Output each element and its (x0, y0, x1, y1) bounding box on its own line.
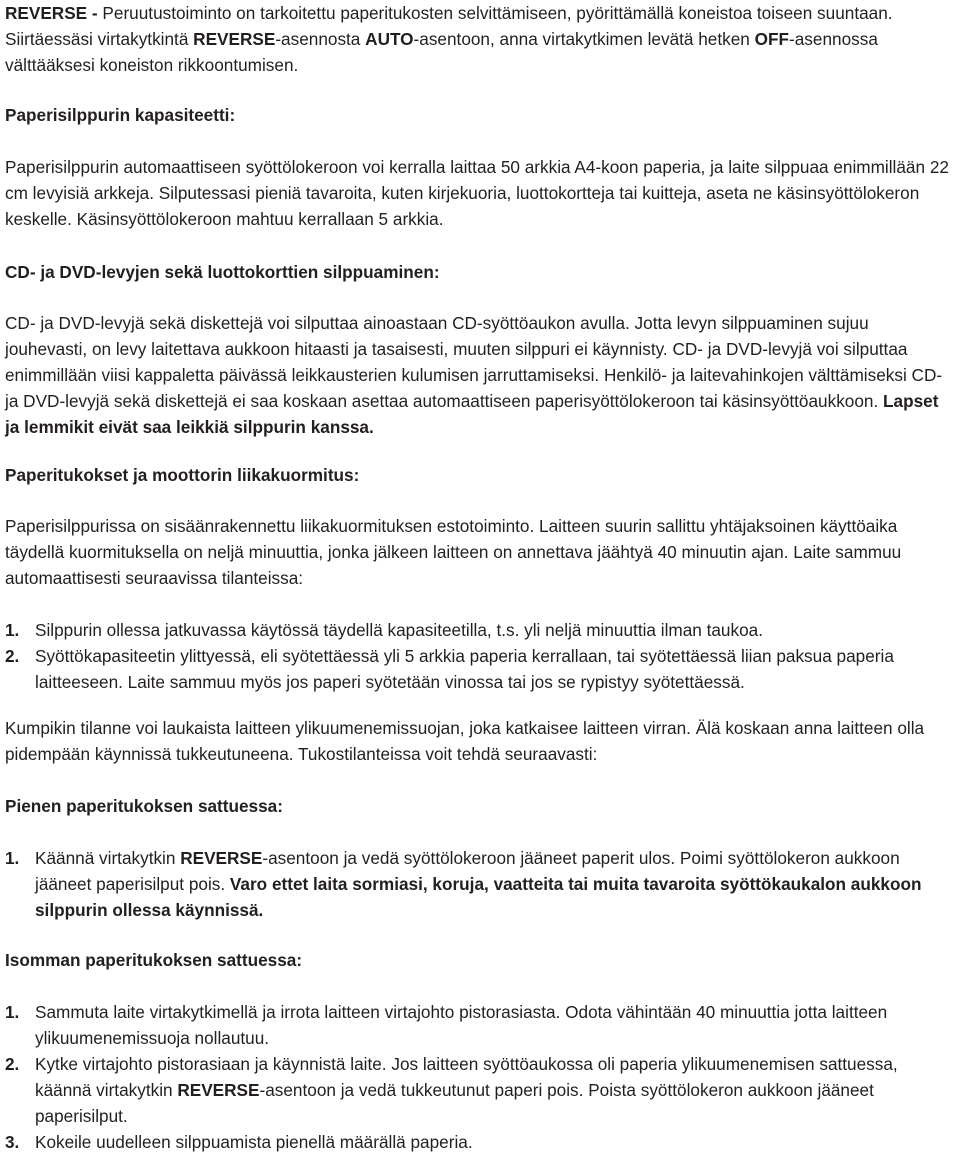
capacity-paragraph: Paperisilppurin automaattiseen syöttölokeroon voi kerralla laittaa 50 arkkia A4-koon paperia, ja laite silppuaa enimmillään 22 cm levyisiä arkkeja. Silputessasi pieniä tavaroita, kuten kirjekuoria, luottokortteja tai kuitteja, aseta ne käsinsyöttölokeron keskelle. Käsinsyöttölokeroon mahtuu kerrallaan 5 arkkia. (5, 157, 949, 229)
list-item (5, 617, 951, 643)
overload-paragraph: Paperisilppurissa on sisäänrakennettu liikakuormituksen estotoiminto. Laitteen suurin sallittu yhtäjaksoinen käyttöaika täydellä kuormituksella on neljä minuuttia, jonka jälkeen laitteen on annettava jäähtyä 40 minuutin ajan. Laite sammuu automaattisesti seuraavissa tilanteissa: (5, 516, 902, 588)
overload-heading: Paperitukokset ja moottorin liikakuormitus: (5, 465, 360, 485)
list-item (5, 643, 951, 695)
list-number: 1. (5, 620, 20, 640)
list-item (5, 1051, 951, 1129)
cd-paragraph (5, 310, 951, 440)
list-number: 3. (5, 1132, 20, 1152)
off-mode: OFF (754, 29, 790, 49)
large-text-2: -asentoon ja vedä tukkeutunut paperi pois. Poista syöttölokeron aukkoon jääneet paperisilput. (35, 1080, 874, 1126)
cd-text: CD- ja DVD-levyjä sekä diskettejä voi silputtaa ainoastaan CD-syöttöaukon avulla. Jotta levyn silppuaminen sujuu jouhevasti, on levy laitettava aukkoon hitaasti ja tasaisesti, muuten silppuri ei käynnisty. CD- ja DVD-levyjä voi silputtaa enimmillään viisi kappaletta päivässä leikkausterien kulumisen jarruttamiseksi. Henkilö- ja laitevahinkojen välttämiseksi CD- ja DVD-levyjä sekä diskettejä ei saa koskaan asettaa automaattiseen paperisyöttölokeroon tai käsinsyöttöaukkoon. (5, 313, 943, 411)
large-jam-list (5, 999, 951, 1155)
auto-mode: AUTO (365, 29, 414, 49)
cd-warning: Lapset ja lemmikit eivät saa leikkiä silppurin kanssa. (5, 391, 939, 437)
reverse-text: Peruutustoiminto on tarkoitettu paperitukosten selvittämiseen, pyörittämällä koneistoa toiseen suuntaan. Siirtäessäsi virtakytkintä (5, 3, 893, 49)
list-item (5, 1129, 951, 1155)
overload-list (5, 617, 951, 695)
small-text-2: -asentoon ja vedä syöttölokeroon jääneet paperit ulos. Poimi syöttölokeron aukkoon jääneet paperisilput pois. (35, 848, 900, 894)
small-jam-heading: Pienen paperitukoksen sattuessa: (5, 796, 283, 816)
reverse-mode: REVERSE (180, 848, 263, 868)
large-text-1: Kytke virtajohto pistorasiaan ja käynnistä laite. Jos laitteen syöttöaukossa oli paperia ylikuumenemisen sattuessa, käännä virtakytkin (35, 1054, 898, 1100)
list-number: 2. (5, 646, 20, 666)
list-text (35, 845, 951, 923)
list-item (5, 845, 951, 923)
reverse-label: REVERSE - (5, 3, 98, 23)
small-warning: Varo ettet laita sormiasi, koruja, vaatteita tai muita tavaroita syöttökaukalon aukkoon silppurin ollessa käynnissä. (35, 874, 922, 920)
small-jam-list (5, 845, 951, 923)
overload-after-paragraph: Kumpikin tilanne voi laukaista laitteen ylikuumenemissuojan, joka katkaisee laitteen virran. Älä koskaan anna laitteen olla pidempään käynnissä tukkeutuneena. Tukostilanteissa voit tehdä seuraavasti: (5, 718, 925, 764)
list-text: Sammuta laite virtakytkimellä ja irrota laitteen virtajohto pistorasiasta. Odota vähintään 40 minuuttia jotta laitteen ylikuumenemissuoja nollautuu. (35, 1002, 888, 1048)
list-text: Silppurin ollessa jatkuvassa käytössä täydellä kapasiteetilla, t.s. yli neljä minuuttia ilman taukoa. (35, 620, 763, 640)
reverse-text-3: -asentoon, anna virtakytkimen levätä hetken (413, 29, 755, 49)
list-text: Kokeile uudelleen silppuamista pienellä määrällä paperia. (35, 1132, 473, 1152)
list-item (5, 999, 951, 1051)
reverse-mode: REVERSE (177, 1080, 260, 1100)
reverse-paragraph (5, 0, 951, 78)
large-jam-heading: Isomman paperitukoksen sattuessa: (5, 950, 303, 970)
reverse-text-4: -asennossa välttääksesi koneiston rikkoontumisen. (5, 29, 878, 75)
cd-heading: CD- ja DVD-levyjen sekä luottokorttien silppuaminen: (5, 262, 440, 282)
reverse-text-2: -asennosta (275, 29, 366, 49)
small-text-1: Käännä virtakytkin (35, 848, 181, 868)
list-text: Syöttökapasiteetin ylittyessä, eli syötettäessä yli 5 arkkia paperia kerrallaan, tai syötettäessä liian paksua paperia laitteeseen. Laite sammuu myös jos paperi syötetään vinossa tai jos se rypistyy syötettäessä. (35, 646, 894, 692)
list-number: 1. (5, 848, 20, 868)
capacity-heading: Paperisilppurin kapasiteetti: (5, 105, 236, 125)
list-number: 2. (5, 1054, 20, 1074)
list-number: 1. (5, 1002, 20, 1022)
list-text (35, 1051, 951, 1129)
reverse-mode: REVERSE (193, 29, 276, 49)
